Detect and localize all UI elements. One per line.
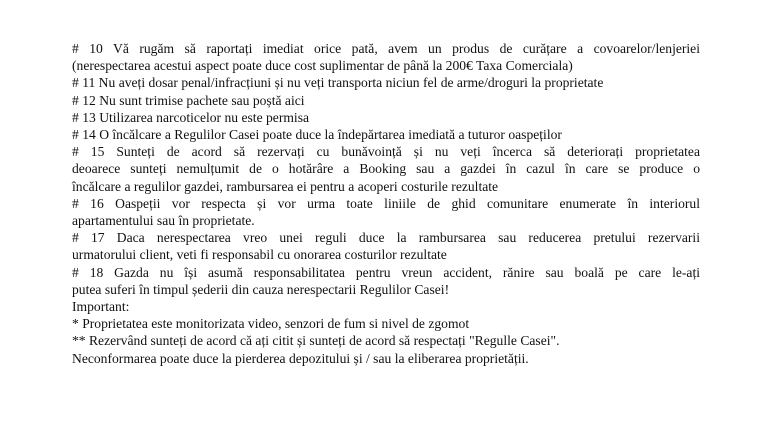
rule-14: # 14 O încălcare a Regulilor Casei poate duce la îndepărtarea imediată a tuturor oaspeților: [72, 127, 562, 143]
rule-15-line-2: deoarece sunteți nemulțumit de o hotărâre a Booking sau a gazdei în cazul în care se produce o: [72, 161, 700, 177]
rule-17-line-2: urmatorului client, veti fi responsabil cu onorarea costurilor rezultate: [72, 247, 447, 263]
important-note-consequences: Neconformarea poate duce la pierderea depozitului și / sau la eliberarea proprietății.: [72, 350, 529, 366]
rule-17-line-1: # 17 Daca nerespectarea vreo unei reguli duce la rambursarea sau reducerea pretului rezervarii: [72, 230, 700, 246]
rule-10-line-2: (nerespectarea acestui aspect poate duce cost suplimentar de până la 200€ Taxa Comerciala): [72, 58, 573, 74]
rule-16-line-1: # 16 Oaspeții vor respecta și vor urma toate liniile de ghid comunitare enumerate în interiorul: [72, 195, 700, 211]
important-note-monitoring: * Proprietatea este monitorizata video, senzori de fum si nivel de zgomot: [72, 316, 470, 332]
important-heading: Important:: [72, 299, 130, 315]
rule-16-line-2: apartamentului sau în proprietate.: [72, 213, 255, 229]
rule-18-line-2: putea suferi în timpul șederii din cauza nerespectarii Regulilor Casei!: [72, 281, 450, 297]
house-rules-document: [72, 40, 700, 367]
important-note-agreement: ** Rezervând sunteți de acord că ați citit și sunteți de acord să respectați "Regulle Casei".: [72, 333, 560, 349]
rule-18-line-1: # 18 Gazda nu își asumă responsabilitatea pentru vreun accident, rănire sau boală pe care le-ați: [72, 264, 700, 280]
rule-15-line-1: # 15 Sunteți de acord să rezervați cu bunăvoință și nu veți încerca să deteriorați proprietatea: [72, 144, 700, 160]
rule-13: # 13 Utilizarea narcoticelor nu este permisa: [72, 109, 310, 125]
rule-10-line-1: # 10 Vă rugăm să raportați imediat orice pată, avem un produs de curățare a covoarelor/lenjeriei: [72, 41, 700, 56]
rule-15-line-3: încălcare a regulilor gazdei, rambursarea ei pentru a acoperi costurile rezultate: [72, 178, 499, 194]
rule-11: # 11 Nu aveți dosar penal/infracțiuni și nu veți transporta niciun fel de arme/droguri la proprietate: [72, 75, 604, 91]
rule-12: # 12 Nu sunt trimise pachete sau poștă aici: [72, 92, 305, 108]
